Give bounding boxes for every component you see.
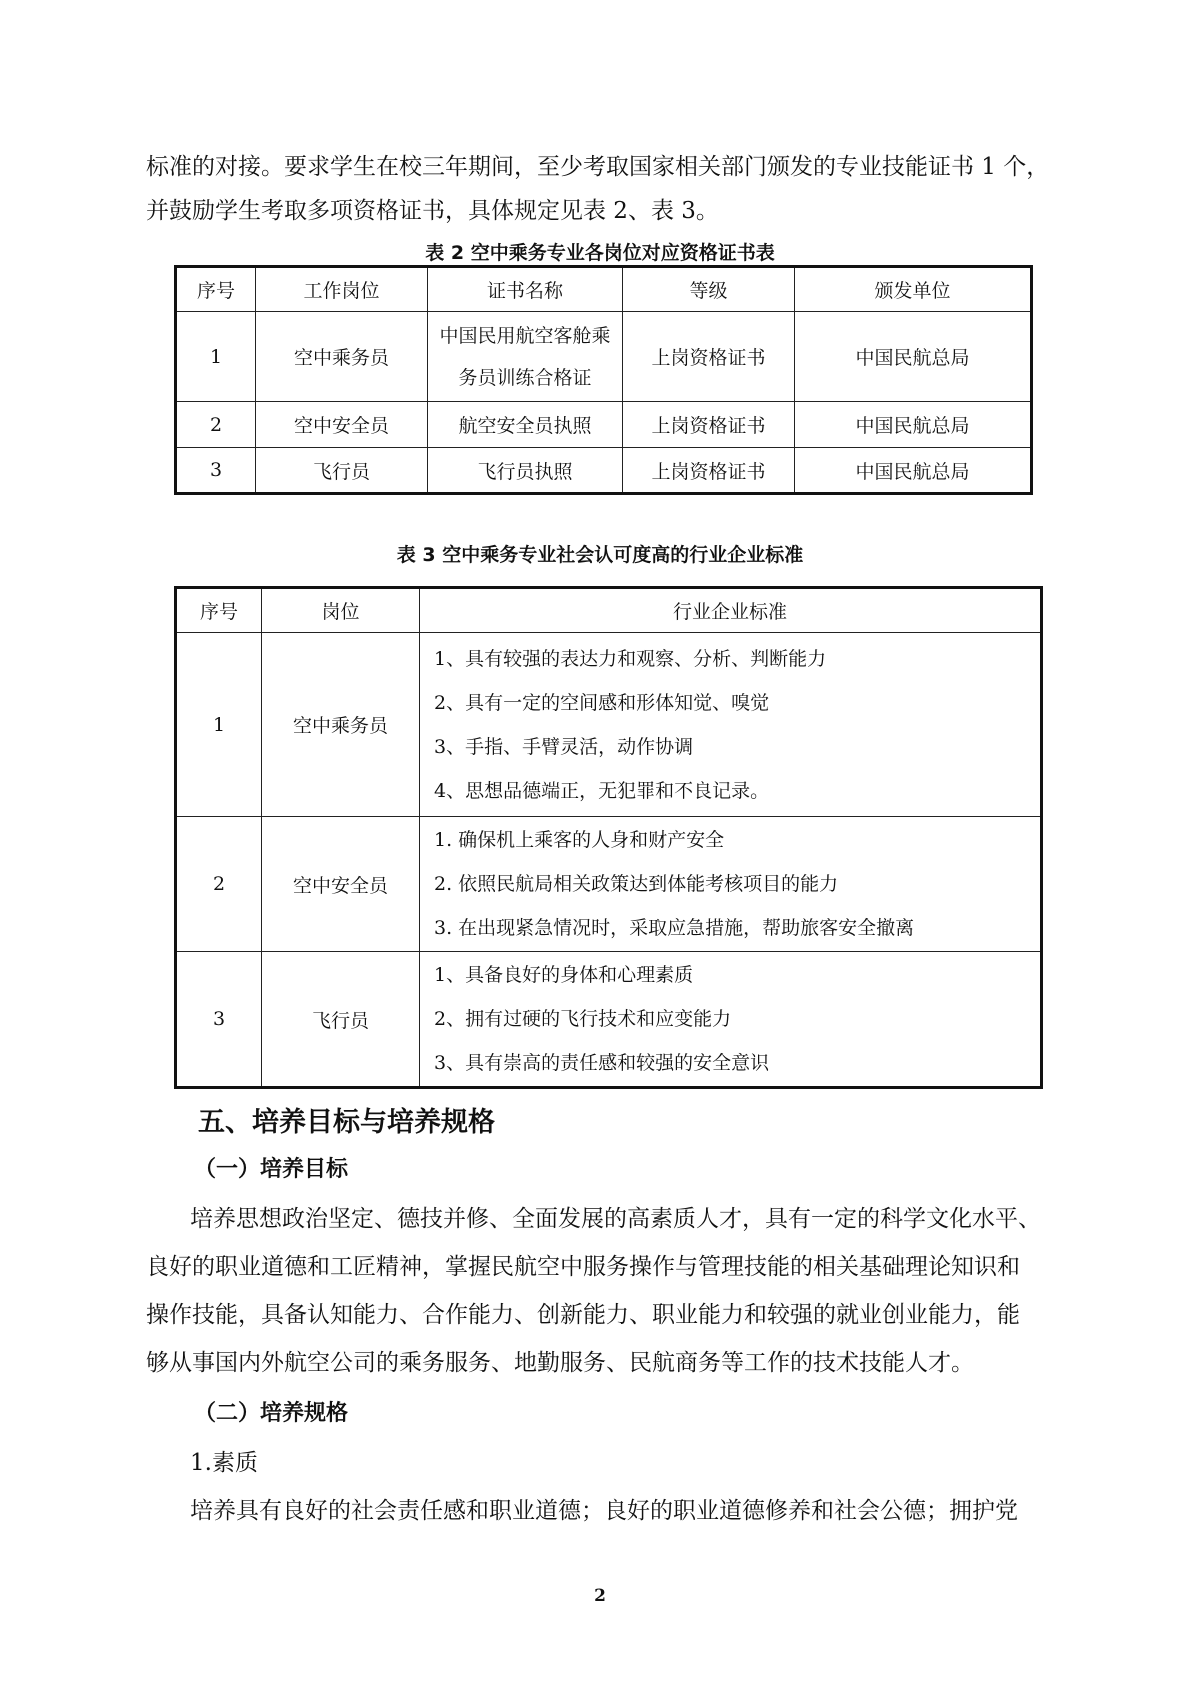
standard-item: 4、思想品德端正，无犯罪和不良记录。: [434, 779, 770, 802]
standard-item: 1、具备良好的身体和心理素质: [434, 964, 694, 986]
post-cell: 飞行员: [256, 448, 428, 494]
standard-item: 3. 在出现紧急情况时，采取应急措施，帮助旅客安全撤离: [434, 917, 915, 939]
table-row: [176, 312, 1032, 402]
subsection-heading: （一）培养目标: [194, 1157, 349, 1182]
header-cell: 等级: [623, 267, 795, 312]
header-cell: 证书名称: [428, 267, 623, 312]
header-cell: 序号: [176, 267, 256, 312]
table-row: [176, 633, 1042, 817]
certificate-table: [174, 265, 1033, 495]
industry-standard-table: [174, 586, 1043, 1089]
header-cell: 岗位: [262, 588, 420, 633]
post-cell: 空中安全员: [262, 817, 420, 952]
standard-item: 2、拥有过硬的飞行技术和应变能力: [434, 1008, 732, 1030]
table2-caption: 表 2 空中乘务专业各岗位对应资格证书表: [425, 242, 775, 264]
table-row: [176, 448, 1032, 494]
post-cell: 空中乘务员: [256, 312, 428, 402]
paragraph-line: 操作技能，具备认知能力、合作能力、创新能力、职业能力和较强的就业创业能力，能: [146, 1302, 1020, 1328]
table-row: [176, 952, 1042, 1088]
cert-line: 中国民用航空客舱乘: [439, 324, 611, 347]
table3-caption: 表 3 空中乘务专业社会认可度高的行业企业标准: [396, 544, 804, 566]
cert-cell: 航空安全员执照: [428, 402, 623, 448]
cert-cell: [428, 312, 623, 402]
subsection-heading: （二）培养规格: [194, 1401, 349, 1426]
table-header-row: [176, 267, 1032, 312]
paragraph-line: 良好的职业道德和工匠精神，掌握民航空中服务操作与管理技能的相关基础理论知识和: [146, 1254, 1020, 1280]
level-cell: 上岗资格证书: [623, 402, 795, 448]
issuer-cell: 中国民航总局: [795, 402, 1032, 448]
row-number: 1: [176, 633, 262, 817]
post-cell: 空中乘务员: [262, 633, 420, 817]
cert-cell: 飞行员执照: [428, 448, 623, 494]
table-header-row: [176, 588, 1042, 633]
intro-line-2: 并鼓励学生考取多项资格证书，具体规定见表 2、表 3。: [146, 198, 719, 224]
row-number: 3: [176, 952, 262, 1088]
standard-item: 3、手指、手臂灵活，动作协调: [434, 735, 694, 758]
issuer-cell: 中国民航总局: [795, 312, 1032, 402]
table-row: [176, 817, 1042, 952]
standard-item: 1. 确保机上乘客的人身和财产安全: [434, 829, 725, 851]
paragraph-line: 培养思想政治坚定、德技并修、全面发展的高素质人才，具有一定的科学文化水平、: [190, 1206, 1041, 1232]
row-number: 2: [176, 817, 262, 952]
intro-line-1: 标准的对接。要求学生在校三年期间，至少考取国家相关部门颁发的专业技能证书 1 个，: [146, 154, 1050, 180]
standards-cell: [420, 633, 1042, 817]
standards-cell: [420, 952, 1042, 1088]
item-heading: 1.素质: [190, 1450, 258, 1476]
level-cell: 上岗资格证书: [623, 448, 795, 494]
standards-cell: [420, 817, 1042, 952]
level-cell: 上岗资格证书: [623, 312, 795, 402]
row-number: 3: [176, 448, 256, 494]
paragraph-line: 培养具有良好的社会责任感和职业道德；良好的职业道德修养和社会公德；拥护党: [190, 1498, 1018, 1524]
post-cell: 飞行员: [262, 952, 420, 1088]
header-cell: 颁发单位: [795, 267, 1032, 312]
standard-item: 1、具有较强的表达力和观察、分析、判断能力: [434, 647, 827, 670]
issuer-cell: 中国民航总局: [795, 448, 1032, 494]
section-heading: 五、培养目标与培养规格: [198, 1107, 495, 1138]
page-number: 2: [594, 1586, 606, 1606]
row-number: 2: [176, 402, 256, 448]
header-cell: 序号: [176, 588, 262, 633]
paragraph-line: 够从事国内外航空公司的乘务服务、地勤服务、民航商务等工作的技术技能人才。: [146, 1350, 974, 1376]
cert-line: 务员训练合格证: [458, 366, 592, 389]
table-row: [176, 402, 1032, 448]
header-cell: 工作岗位: [256, 267, 428, 312]
row-number: 1: [176, 312, 256, 402]
standard-item: 2、具有一定的空间感和形体知觉、嗅觉: [434, 691, 770, 714]
header-cell: 行业企业标准: [420, 588, 1042, 633]
standard-item: 2. 依照民航局相关政策达到体能考核项目的能力: [434, 873, 839, 895]
standard-item: 3、具有崇高的责任感和较强的安全意识: [434, 1052, 770, 1074]
post-cell: 空中安全员: [256, 402, 428, 448]
